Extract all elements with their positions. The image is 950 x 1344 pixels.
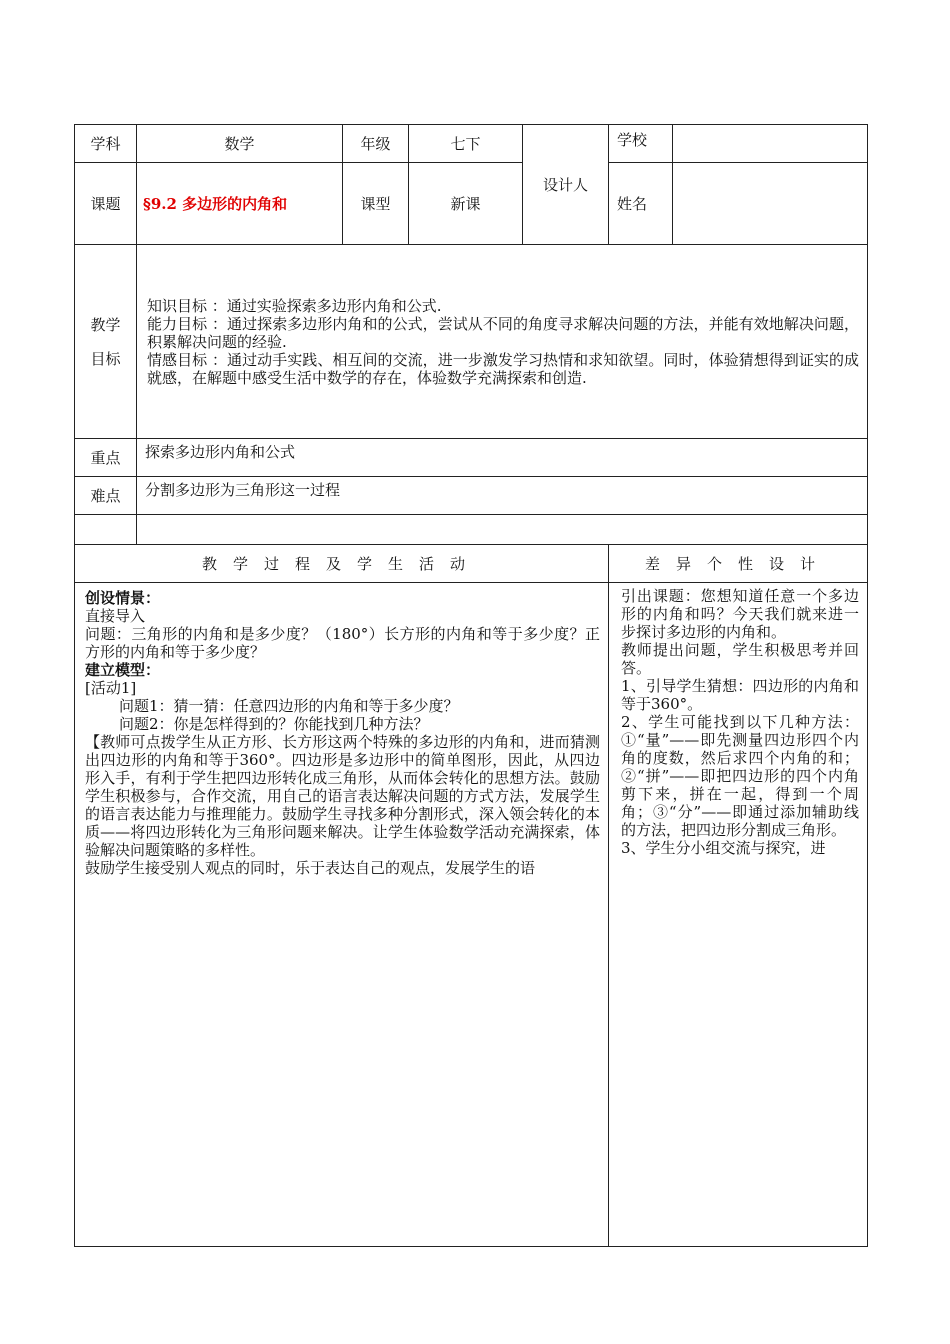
subject-value: 数学 bbox=[137, 125, 343, 163]
key-point-value: 探索多边形内角和公式 bbox=[137, 439, 868, 477]
emotion-objective: 情感目标 ：通过动手实践、相互间的交流，进一步激发学习热情和求知欲望。同时，体验猜想得到证实的成就感，在解题中感受生活中数学的存在，体验数学充满探索和创造. bbox=[147, 350, 859, 387]
objectives-label-line1: 教学 bbox=[90, 315, 121, 334]
grade-value: 七下 bbox=[409, 125, 523, 163]
empty-content-cell bbox=[137, 515, 868, 545]
teacher-guidance: 【教师可点拨学生从正方形、长方形这两个特殊的多边形的内角和，进而猜测出四边形的内角和等于360°。四边形是多边形中的简单图形，因此，从四边形入手，有利于学生把四边形转化成三角形，从而体会转化的思想方法。鼓励学生积极参与，合作交流，用自己的语言表达解决问题的方式方法，发展学生的语言表达能力与推理能力。鼓励学生寻找多种分割形式，深入领会转化的本质——将四边形转化为三角形问题来解决。让学生体验数学活动充满探索，体验解决问题策略的多样性。 bbox=[85, 733, 600, 859]
differentiation-header: 差异个性设计 bbox=[609, 545, 868, 583]
question-text: 问题：三角形的内角和是多少度？（180°）长方形的内角和等于多少度？正方形的内角和等于多少度？ bbox=[85, 625, 600, 661]
name-label: 姓名 bbox=[609, 163, 673, 245]
subject-label: 学科 bbox=[75, 125, 137, 163]
empty-label-cell bbox=[75, 515, 137, 545]
process-content bbox=[75, 583, 609, 1247]
grade-label: 年级 bbox=[343, 125, 409, 163]
key-point-label: 重点 bbox=[75, 439, 137, 477]
designer-label: 设计人 bbox=[523, 125, 609, 245]
activity-label: [活动1] bbox=[85, 679, 137, 697]
differentiation-content bbox=[609, 583, 868, 1247]
knowledge-objective: 知识目标 ：通过实验探索多边形内角和公式. bbox=[147, 296, 442, 315]
model-heading: 建立模型： bbox=[85, 661, 161, 679]
guess-note: 1、引导学生猜想：四边形的内角和等于360°。 bbox=[621, 677, 859, 713]
type-value: 新课 bbox=[409, 163, 523, 245]
objectives-label bbox=[75, 245, 137, 439]
difficulty-value: 分割多边形为三角形这一过程 bbox=[137, 477, 868, 515]
name-value bbox=[673, 163, 868, 245]
group-note: 3、学生分小组交流与探究，进 bbox=[621, 839, 826, 857]
intro-text: 直接导入 bbox=[85, 607, 146, 625]
question-1: 问题1：猜一猜：任意四边形的内角和等于多少度？ bbox=[119, 697, 459, 715]
type-label: 课型 bbox=[343, 163, 409, 245]
teacher-question-note: 教师提出问题，学生积极思考并回答。 bbox=[621, 641, 859, 677]
scenario-heading: 创设情景： bbox=[85, 589, 161, 607]
difficulty-label: 难点 bbox=[75, 477, 137, 515]
topic-title: §9.2 多边形的内角和 bbox=[137, 163, 343, 245]
school-value bbox=[673, 125, 868, 163]
topic-label: 课题 bbox=[75, 163, 137, 245]
process-header: 教学过程及学生活动 bbox=[75, 545, 609, 583]
methods-note: 2、学生可能找到以下几种方法：①“量”——即先测量四边形四个内角的度数，然后求四个内角的和；②“拼”——即把四边形的四个内角剪下来，拼在一起，得到一个周角；③“分”——即通过添加辅助线的方法，把四边形分割成三角形。 bbox=[621, 713, 859, 839]
intro-note: 引出课题：您想知道任意一个多边形的内角和吗？今天我们就来进一步探讨多边形的内角和。 bbox=[621, 587, 859, 641]
lesson-plan-table bbox=[74, 124, 868, 1247]
objectives-label-line2: 目标 bbox=[90, 349, 121, 368]
encourage-text: 鼓励学生接受别人观点的同时，乐于表达自己的观点，发展学生的语 bbox=[85, 859, 536, 877]
ability-objective: 能力目标 ：通过探索多边形内角和的公式，尝试从不同的角度寻求解决问题的方法，并能有效地解决问题，积累解决问题的经验. bbox=[147, 314, 859, 351]
objectives-content bbox=[137, 245, 868, 439]
school-label: 学校 bbox=[609, 125, 673, 163]
question-2: 问题2：你是怎样得到的？你能找到几种方法？ bbox=[119, 715, 429, 733]
